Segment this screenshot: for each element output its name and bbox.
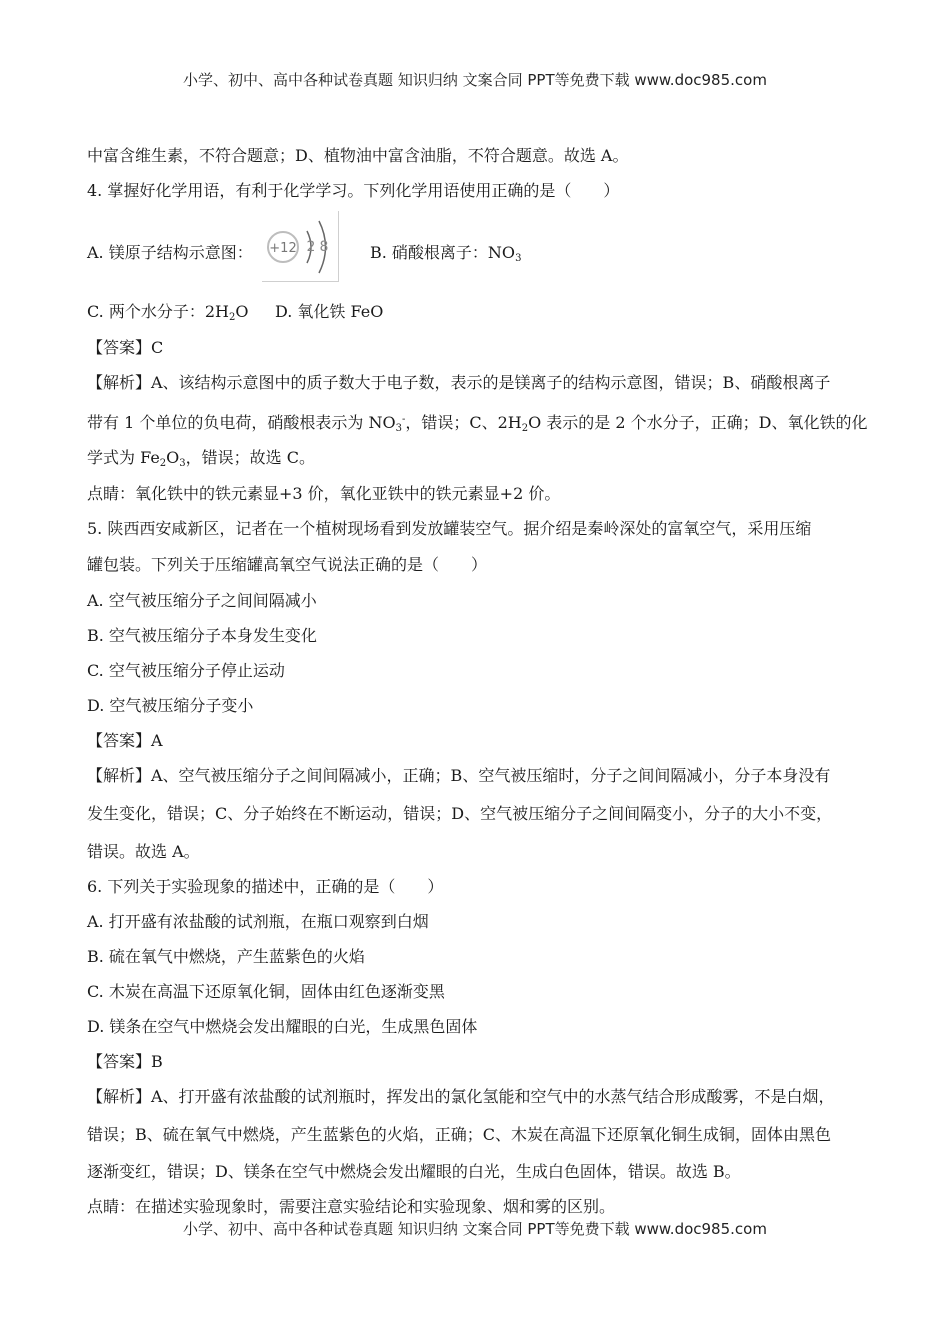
q3-explanation-tail: 中富含维生素，不符合题意；D、植物油中富含油脂，不符合题意。故选 A。 [87,146,629,165]
page-footer: 小学、初中、高中各种试卷真题 知识归纳 文案合同 PPT等免费下载 www.doc985.com [183,1220,767,1238]
q6-stem: 6. 下列关于实验现象的描述中，正确的是（ ） [87,877,444,896]
shell-1-electrons: 2 [306,239,316,255]
q5-stem-line-1: 5. 陕西西安咸新区，记者在一个植树现场看到发放罐装空气。据介绍是秦岭深处的富氧空气，采用压缩 [87,519,812,538]
page-header: 小学、初中、高中各种试卷真题 知识归纳 文案合同 PPT等免费下载 www.doc985.com [183,71,767,89]
q6-option-d: D. 镁条在空气中燃烧会发出耀眼的白光，生成黑色固体 [87,1017,478,1036]
q5-option-c: C. 空气被压缩分子停止运动 [87,661,285,680]
q4-option-c: C. 两个水分子：$2H_2O$ [87,302,249,323]
q4-option-b: B. 硝酸根离子：$NO_3$ [370,243,522,264]
q6-option-c: C. 木炭在高温下还原氧化铜，固体由红色逐渐变黑 [87,982,445,1001]
q4-tip: 点睛：氧化铁中的铁元素显+3 价，氧化亚铁中的铁元素显+2 价。 [87,484,561,503]
magnesium-structure-diagram [262,211,339,282]
q4-explanation-line-3: 学式为 $Fe_2O_3$，错误；故选 C。 [87,448,316,469]
nucleus-charge: +12 [269,241,297,256]
q5-option-a: A. 空气被压缩分子之间间隔减小 [87,591,317,610]
q6-explanation-line-2: 错误；B、硫在氧气中燃烧，产生蓝紫色的火焰，正确；C、木炭在高温下还原氧化铜生成铜，固体由黑色 [87,1125,832,1144]
q5-option-d: D. 空气被压缩分子变小 [87,696,254,715]
q6-tip: 点睛：在描述实验现象时，需要注意实验结论和实验现象、烟和雾的区别。 [87,1197,616,1216]
q5-answer: 【答案】A [87,731,163,750]
q6-answer: 【答案】B [87,1052,163,1071]
shell-2-electrons: 8 [319,239,329,255]
q4-explanation-line-1: 【解析】A、该结构示意图中的质子数大于电子数，表示的是镁离子的结构示意图，错误；B、硝酸根离子 [87,373,831,392]
q6-option-b: B. 硫在氧气中燃烧，产生蓝紫色的火焰 [87,947,365,966]
q5-explanation-line-2: 发生变化，错误；C、分子始终在不断运动，错误；D、空气被压缩分子之间间隔变小，分子的大小不变， [87,804,833,823]
q4-option-d: D. 氧化铁 FeO [275,302,384,321]
q5-stem-line-2: 罐包装。下列关于压缩罐高氧空气说法正确的是（ ） [87,555,488,574]
q4-answer: 【答案】C [87,338,164,357]
q5-explanation-line-1: 【解析】A、空气被压缩分子之间间隔减小，正确；B、空气被压缩时，分子之间间隔减小，分子本身没有 [87,766,831,785]
q5-option-b: B. 空气被压缩分子本身发生变化 [87,626,317,645]
atom-structure-icon [262,211,338,281]
q5-explanation-line-3: 错误。故选 A。 [87,842,200,861]
q4-explanation-line-2: 带有 1 个单位的负电荷，硝酸根表示为 $NO_3^-$，错误；C、$2H_2O$ 表示的是 2 个水分子，正确；D、氧化铁的化 [87,413,868,434]
q6-explanation-line-1: 【解析】A、打开盛有浓盐酸的试剂瓶时，挥发出的氯化氢能和空气中的水蒸气结合形成酸雾，不是白烟， [87,1087,835,1106]
q4-option-a: A. 镁原子结构示意图： [87,243,253,262]
q4-stem: 4. 掌握好化学用语，有利于化学学习。下列化学用语使用正确的是（ ） [87,181,620,200]
q6-option-a: A. 打开盛有浓盐酸的试剂瓶，在瓶口观察到白烟 [87,912,429,931]
q6-explanation-line-3: 逐渐变红，错误；D、镁条在空气中燃烧会发出耀眼的白光，生成白色固体，错误。故选 B。 [87,1162,741,1181]
